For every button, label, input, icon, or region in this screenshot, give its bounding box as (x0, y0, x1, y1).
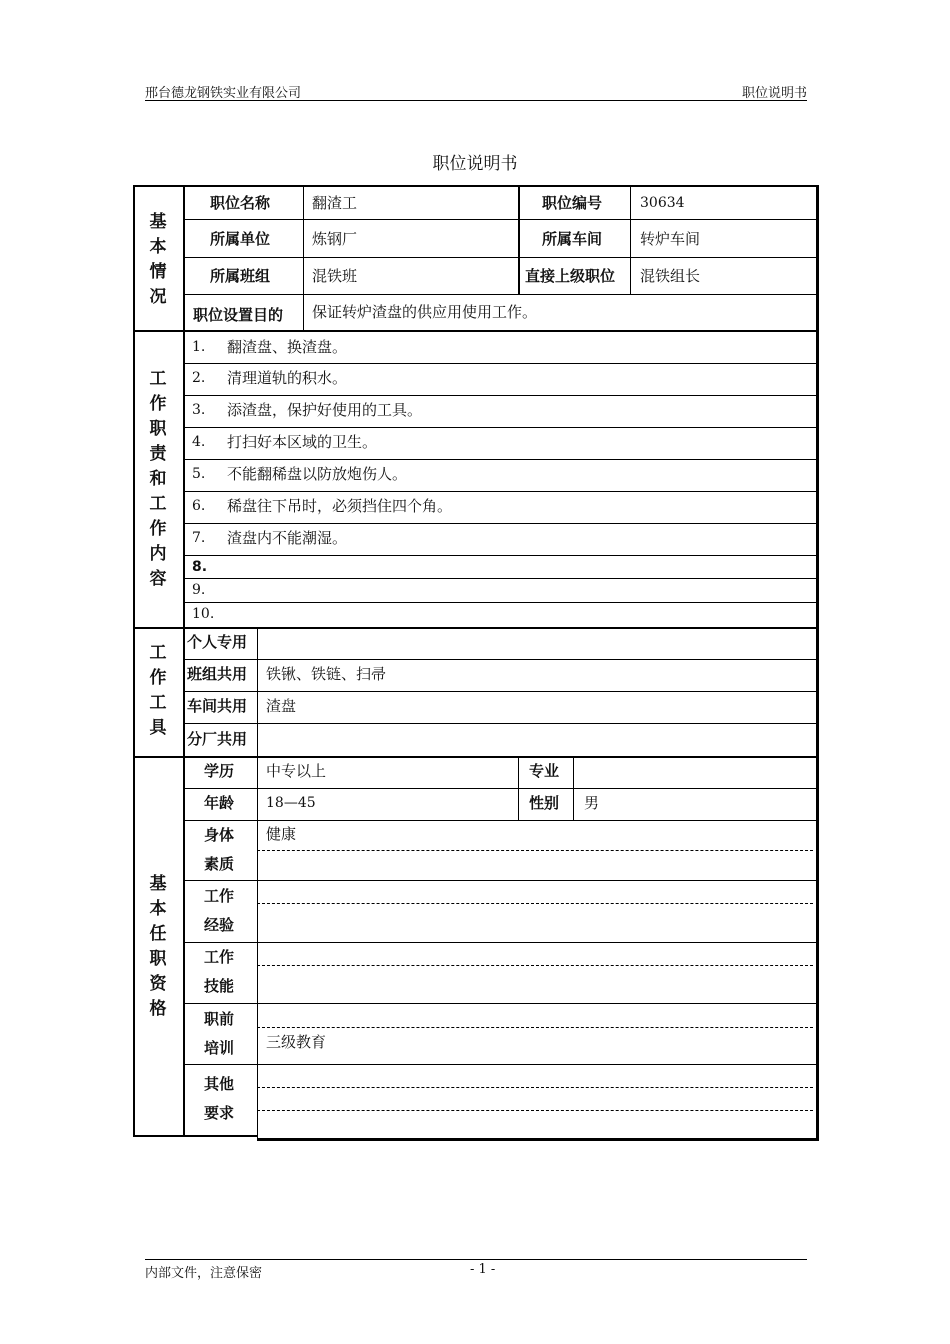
duty-number: 4. (192, 434, 206, 450)
duty-text: 不能翻稀盘以防放炮伤人。 (227, 465, 408, 483)
unit-label: 所属单位 (210, 230, 271, 248)
training-label-line1: 职前 (204, 1010, 235, 1028)
other-label-line2: 要求 (204, 1104, 235, 1122)
other-label-line1: 其他 (204, 1075, 235, 1093)
dashed-divider (257, 903, 813, 904)
age-value: 18—45 (266, 795, 316, 811)
duty-text: 添渣盘，保护好使用的工具。 (227, 401, 423, 419)
page-title: 职位说明书 (432, 154, 518, 174)
company-name: 邢台德龙钢铁实业有限公司 (145, 86, 302, 101)
position-name-value: 翻渣工 (312, 194, 358, 212)
section-duties-label: 工 作 职 责 和 工 作 内 容 (149, 369, 167, 589)
duty-number: 2. (192, 370, 206, 386)
dashed-divider (257, 965, 813, 966)
major-label: 专业 (529, 762, 560, 780)
physical-value: 健康 (266, 825, 297, 843)
purpose-value: 保证转炉渣盘的供应用使用工作。 (312, 303, 538, 321)
tools-team-value: 铁锹、铁链、扫帚 (266, 665, 387, 683)
dashed-divider (257, 1110, 813, 1111)
confidential-note: 内部文件，注意保密 (145, 1266, 263, 1281)
tools-workshop-value: 渣盘 (266, 697, 297, 715)
header-doc-type: 职位说明书 (741, 86, 807, 101)
footer-rule (145, 1259, 807, 1260)
position-name-label: 职位名称 (210, 194, 271, 212)
duty-number: 8. (192, 559, 208, 575)
header-rule (145, 100, 807, 101)
page-number: - 1 - (470, 1262, 496, 1277)
section-tools-label: 工 作 工 具 (149, 643, 167, 738)
physical-label-line2: 素质 (204, 855, 235, 873)
duty-number: 1. (192, 339, 206, 355)
experience-label-line1: 工作 (204, 887, 235, 905)
purpose-label: 职位设置目的 (193, 306, 284, 324)
duty-text: 翻渣盘、换渣盘。 (227, 338, 348, 356)
team-value: 混铁班 (312, 267, 358, 285)
duty-text: 清理道轨的积水。 (227, 369, 348, 387)
dashed-divider (257, 1087, 813, 1088)
dashed-divider (257, 850, 813, 851)
age-label: 年龄 (204, 794, 235, 812)
training-value: 三级教育 (266, 1033, 327, 1051)
duty-text: 渣盘内不能潮湿。 (227, 529, 348, 547)
duty-number: 7. (192, 530, 206, 546)
duty-text: 稀盘往下吊时，必须挡住四个角。 (227, 497, 453, 515)
tools-personal-label: 个人专用 (187, 633, 248, 651)
unit-value: 炼钢厂 (312, 230, 358, 248)
gender-label: 性别 (529, 794, 560, 812)
physical-label-line1: 身体 (204, 826, 235, 844)
section-qualifications-label: 基 本 任 职 资 格 (149, 874, 167, 1019)
superior-value: 混铁组长 (640, 267, 701, 285)
gender-value: 男 (584, 794, 600, 812)
superior-label: 直接上级职位 (525, 267, 616, 285)
tools-team-label: 班组共用 (187, 665, 248, 683)
section-basic-info-label: 基 本 情 况 (149, 212, 167, 307)
duty-number: 3. (192, 402, 206, 418)
tools-workshop-label: 车间共用 (187, 697, 248, 715)
position-code-value: 30634 (640, 195, 685, 211)
education-value: 中专以上 (266, 762, 327, 780)
team-label: 所属班组 (210, 267, 271, 285)
training-label-line2: 培训 (204, 1039, 235, 1057)
duty-number: 10. (192, 606, 215, 622)
skills-label-line2: 技能 (204, 977, 235, 995)
tools-plant-label: 分厂共用 (187, 730, 248, 748)
education-label: 学历 (204, 762, 235, 780)
position-code-label: 职位编号 (542, 194, 603, 212)
workshop-value: 转炉车间 (640, 230, 701, 248)
experience-label-line2: 经验 (204, 916, 235, 934)
dashed-divider (257, 1027, 813, 1028)
duty-number: 5. (192, 466, 206, 482)
skills-label-line1: 工作 (204, 948, 235, 966)
duty-number: 6. (192, 498, 206, 514)
duty-number: 9. (192, 582, 206, 598)
workshop-label: 所属车间 (542, 230, 603, 248)
duty-text: 打扫好本区域的卫生。 (227, 433, 378, 451)
